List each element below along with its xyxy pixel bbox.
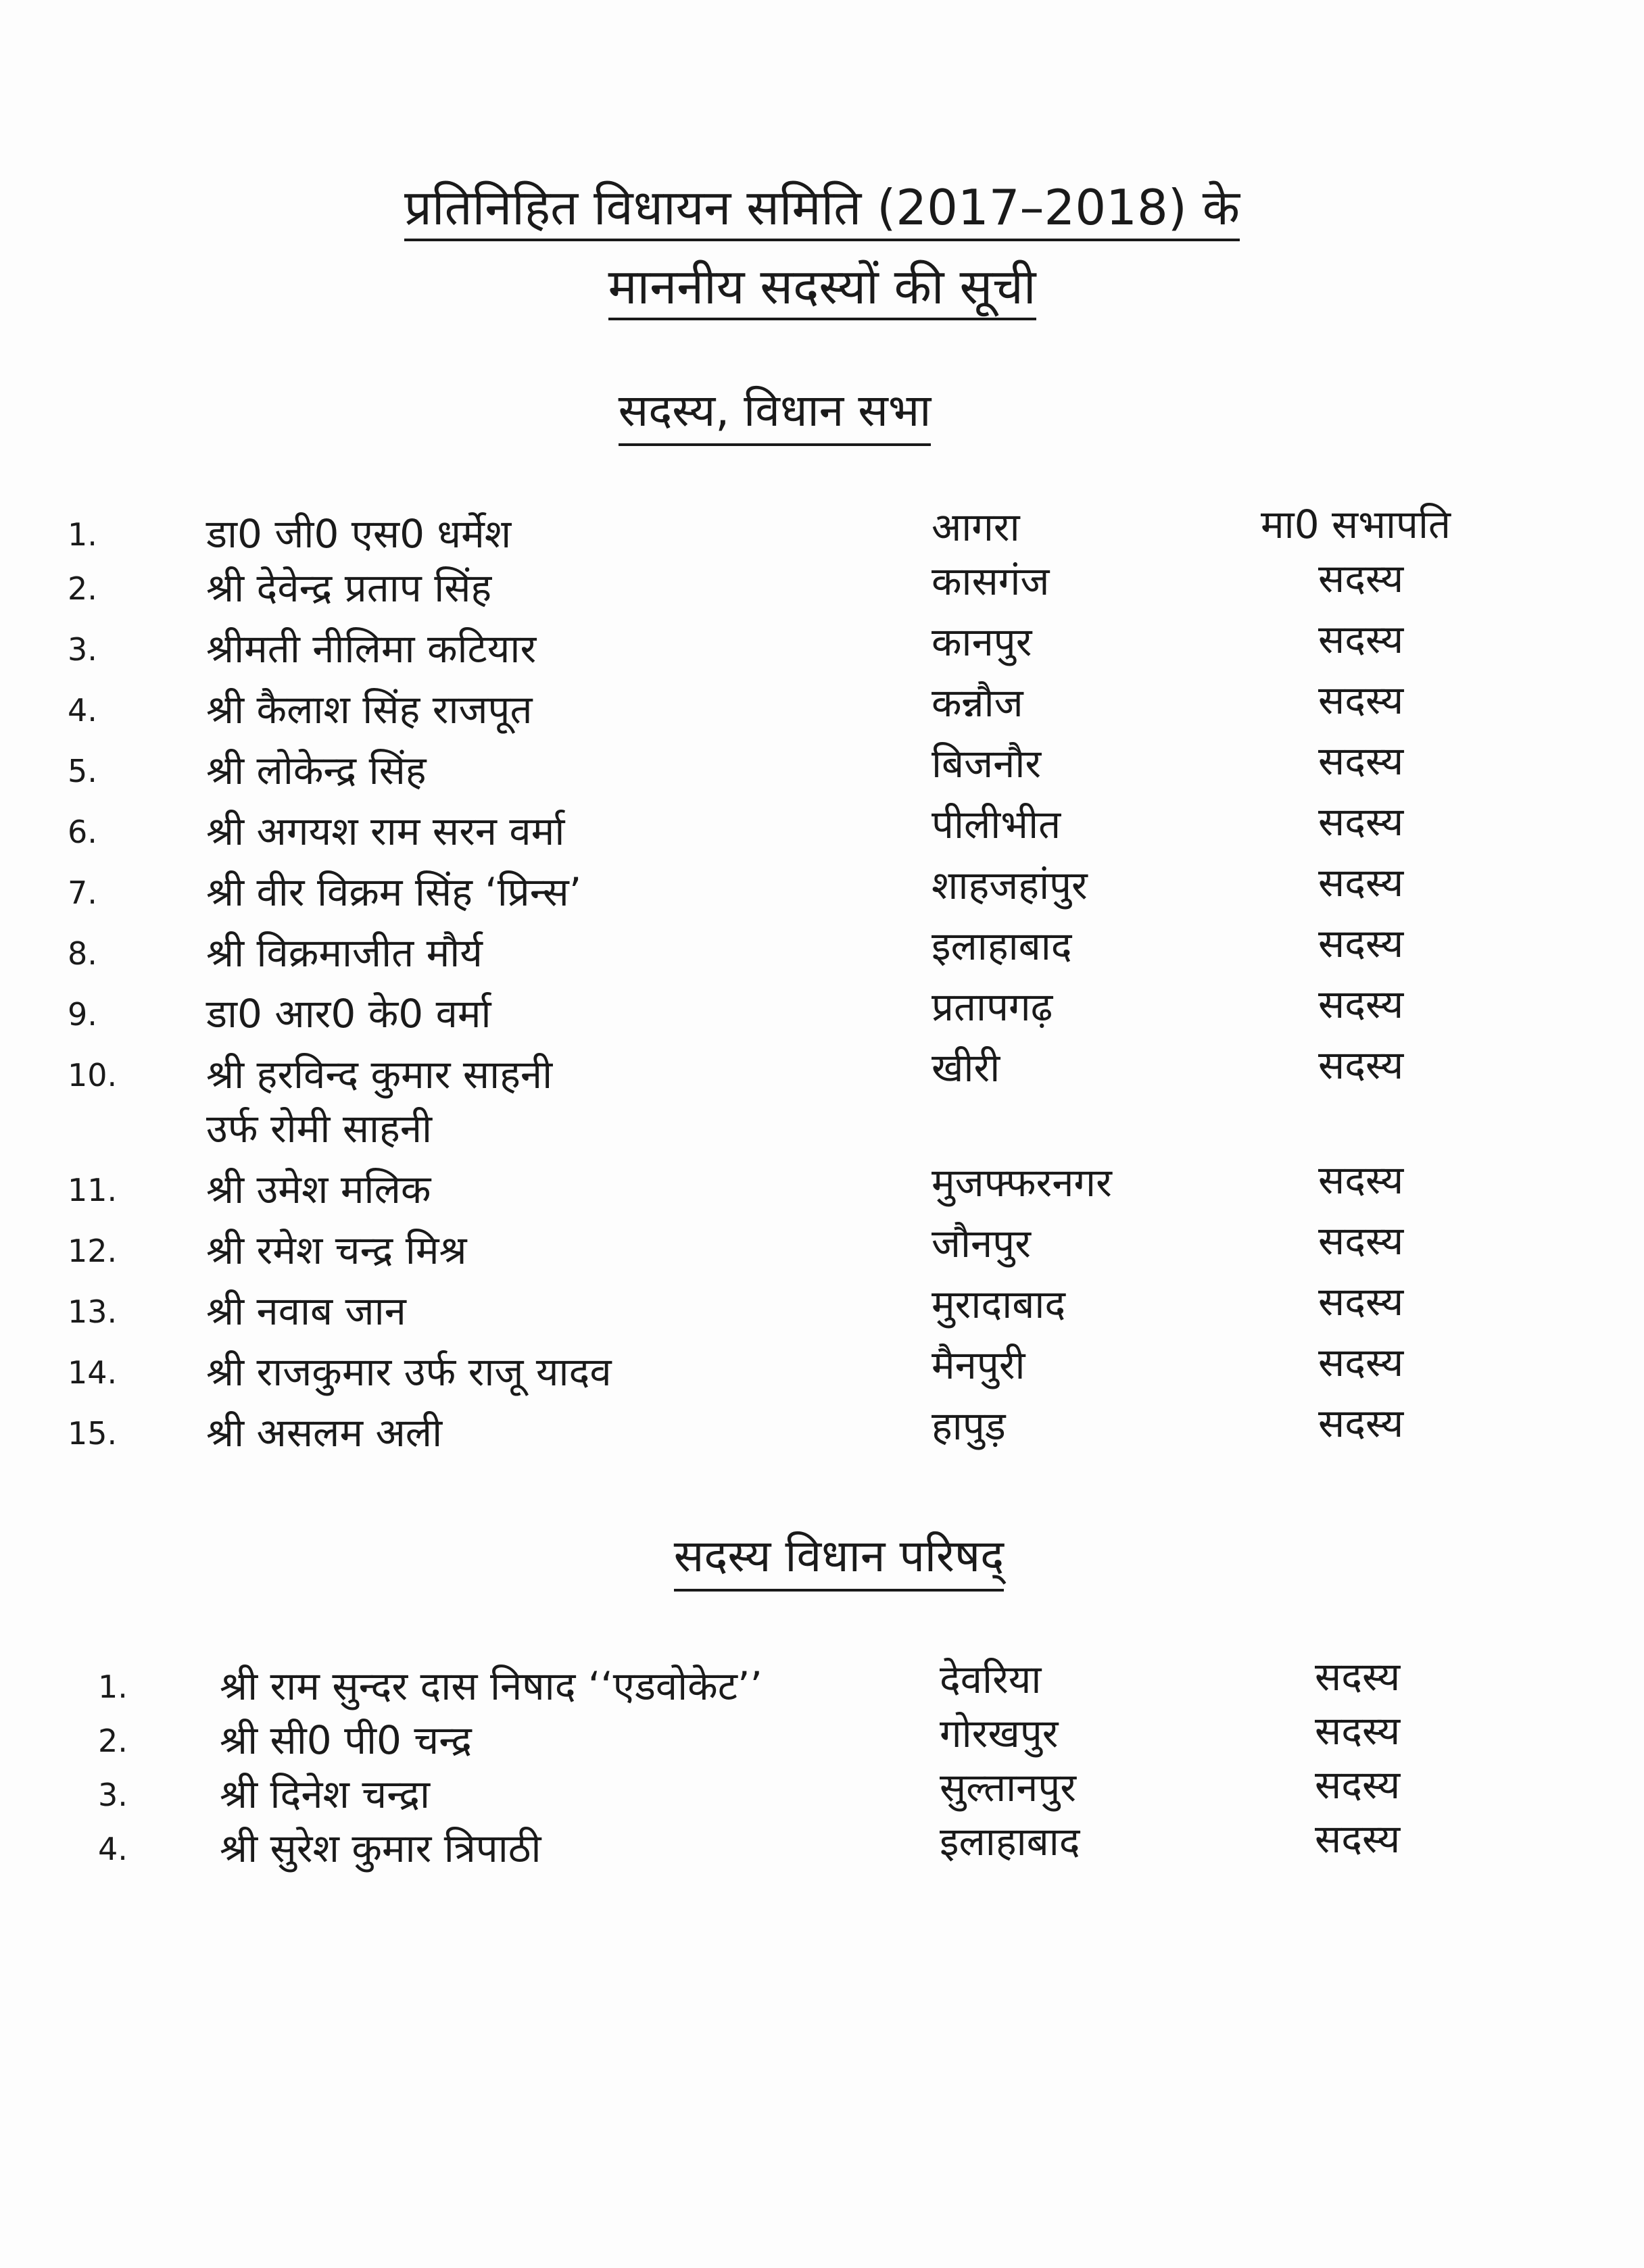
member-constituency: शाहजहांपुर	[932, 862, 1088, 908]
member-row	[0, 1400, 1644, 1460]
row-number: 2.	[68, 570, 97, 607]
member-name: श्री सी0 पी0 चन्द्र	[220, 1717, 472, 1763]
row-number: 4.	[68, 692, 97, 729]
page-title-text-1: प्रतिनिहित विधायन समिति (2017–2018) के	[404, 181, 1240, 241]
member-role: सदस्य	[1318, 1042, 1404, 1088]
member-name: श्री अगयश राम सरन वर्मा	[206, 808, 565, 854]
member-name: श्री दिनेश चन्द्रा	[220, 1771, 430, 1817]
member-constituency: कासगंज	[932, 558, 1050, 604]
row-number: 6.	[68, 814, 97, 850]
member-name: श्री राम सुन्दर दास निषाद ‘‘एडवोकेट’’	[220, 1663, 763, 1709]
member-role: सदस्य	[1318, 738, 1404, 784]
member-role: सदस्य	[1318, 556, 1404, 601]
member-role: सदस्य	[1315, 1762, 1401, 1808]
page-title-line-2	[0, 260, 1644, 320]
member-role: सदस्य	[1318, 677, 1404, 723]
row-number: 1.	[98, 1669, 128, 1705]
row-number: 3.	[68, 631, 97, 668]
member-name: श्री राजकुमार उर्फ राजू यादव	[206, 1349, 612, 1395]
section-heading-vidhan-sabha	[0, 378, 1597, 446]
member-name: श्री विक्रमाजीत मौर्य	[206, 930, 483, 976]
member-constituency: देवरिया	[940, 1656, 1042, 1702]
member-name: श्री असलम अली	[206, 1410, 443, 1456]
member-row	[0, 981, 1644, 1041]
member-role: सदस्य	[1318, 1279, 1404, 1325]
row-number: 7.	[68, 874, 97, 911]
row-number: 14.	[68, 1354, 118, 1391]
member-constituency: गोरखपुर	[940, 1710, 1059, 1756]
member-name: श्री कैलाश सिंह राजपूत	[206, 687, 533, 733]
member-role: सदस्य	[1318, 860, 1404, 906]
section-heading-text: सदस्य विधान परिषद्	[674, 1524, 1004, 1592]
page-title-line-1	[0, 181, 1644, 241]
row-number: 3.	[98, 1777, 128, 1813]
row-number: 12.	[68, 1233, 118, 1269]
member-role: सदस्य	[1318, 1339, 1404, 1385]
member-name: डा0 जी0 एस0 धर्मेश	[206, 511, 512, 557]
member-role: सदस्य	[1318, 1400, 1404, 1446]
section-heading-text: सदस्य, विधान सभा	[619, 378, 932, 446]
member-name: श्री सुरेश कुमार त्रिपाठी	[220, 1825, 541, 1871]
member-constituency: पीलीभीत	[932, 802, 1061, 847]
member-constituency: जौनपुर	[932, 1221, 1031, 1266]
row-number: 9.	[68, 996, 97, 1033]
member-name: श्री लोकेन्द्र सिंह	[206, 747, 427, 793]
row-number: 8.	[68, 935, 97, 972]
member-constituency: इलाहाबाद	[940, 1819, 1080, 1865]
member-constituency: मुजफ्फरनगर	[932, 1160, 1112, 1206]
member-constituency: कन्नौज	[932, 680, 1023, 726]
member-role: सदस्य	[1318, 920, 1404, 966]
member-constituency: मैनपुरी	[932, 1342, 1025, 1388]
member-name: श्री देवेन्द्र प्रताप सिंह	[206, 565, 492, 611]
member-name: श्री उमेश मलिक	[206, 1166, 431, 1212]
member-role: मा0 सभापति	[1261, 501, 1451, 547]
member-name: श्री हरविन्द कुमार साहनी	[206, 1052, 553, 1098]
member-name: श्री नवाब जान	[206, 1288, 406, 1334]
member-constituency: आगरा	[932, 504, 1020, 550]
row-number: 15.	[68, 1415, 118, 1452]
member-row	[0, 920, 1644, 980]
member-row	[0, 1042, 1644, 1162]
member-role: सदस्य	[1315, 1654, 1401, 1700]
member-constituency: बिजनौर	[932, 741, 1042, 787]
member-constituency: हापुड़	[932, 1403, 1006, 1449]
member-row	[0, 1279, 1644, 1338]
section-heading-vidhan-parishad	[17, 1524, 1644, 1592]
member-constituency: मुरादाबाद	[932, 1281, 1066, 1327]
member-constituency: प्रतापगढ़	[932, 984, 1053, 1030]
member-name: श्रीमती नीलिमा कटियार	[206, 626, 537, 672]
member-row	[0, 1339, 1644, 1399]
row-number: 10.	[68, 1057, 118, 1093]
member-row	[0, 860, 1644, 919]
page-title-text-2: माननीय सदस्यों की सूची	[608, 260, 1036, 320]
member-constituency: सुल्तानपुर	[940, 1765, 1077, 1810]
member-row	[0, 738, 1644, 797]
member-row	[0, 1157, 1644, 1216]
member-name-line-2: उर्फ रोमी साहनी	[206, 1106, 433, 1152]
row-number: 2.	[98, 1723, 128, 1759]
member-row	[0, 677, 1644, 737]
member-role: सदस्य	[1318, 981, 1404, 1027]
member-role: सदस्य	[1318, 799, 1404, 845]
member-role: सदस्य	[1315, 1708, 1401, 1754]
row-number: 5.	[68, 753, 97, 789]
row-number: 13.	[68, 1293, 118, 1330]
row-number: 11.	[68, 1172, 118, 1208]
member-row	[0, 616, 1644, 676]
member-role: सदस्य	[1318, 616, 1404, 662]
member-constituency: कानपुर	[932, 619, 1032, 665]
member-row	[0, 799, 1644, 858]
member-row	[0, 1218, 1644, 1277]
member-role: सदस्य	[1318, 1218, 1404, 1264]
member-constituency: इलाहाबाद	[932, 923, 1072, 969]
member-name: डा0 आर0 के0 वर्मा	[206, 991, 491, 1037]
row-number: 4.	[98, 1831, 128, 1867]
member-role: सदस्य	[1318, 1157, 1404, 1203]
row-number: 1.	[68, 516, 97, 553]
member-row	[0, 1816, 1644, 1875]
member-constituency: खीरी	[932, 1045, 1000, 1091]
member-name: श्री वीर विक्रम सिंह ‘प्रिन्स’	[206, 869, 582, 915]
member-role: सदस्य	[1315, 1816, 1401, 1862]
member-row	[0, 556, 1644, 615]
member-name: श्री रमेश चन्द्र मिश्र	[206, 1227, 467, 1273]
